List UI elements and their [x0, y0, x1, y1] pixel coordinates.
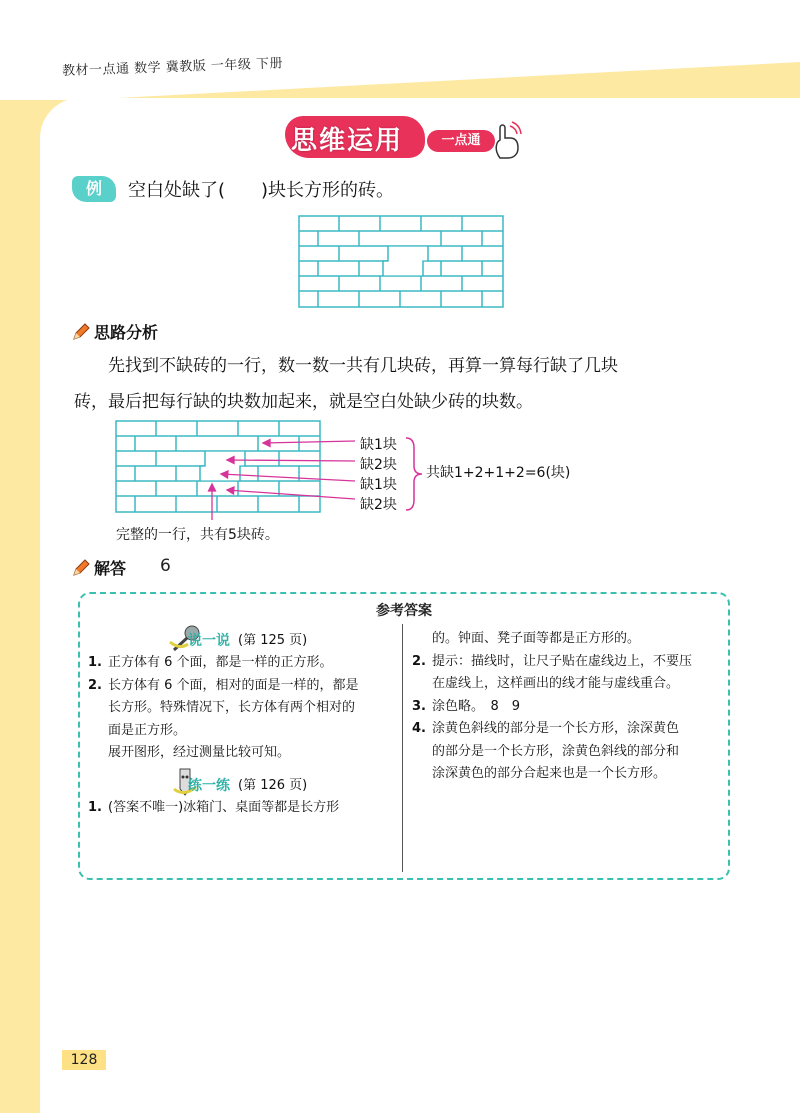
answer-value: 6 — [160, 556, 171, 576]
pencil-icon — [72, 323, 90, 341]
pointing-hand-icon — [490, 120, 524, 160]
item-number: 1. — [88, 655, 102, 670]
item-number: 4. — [412, 721, 426, 736]
column-divider — [402, 624, 403, 872]
answer-item — [412, 651, 722, 696]
item-line: 面是正方形。 — [108, 722, 187, 738]
subhead-practice — [88, 769, 398, 797]
analysis-heading-text: 思路分析 — [94, 323, 159, 342]
subhead-practice-page: (第 126 页) — [238, 777, 308, 793]
missing-label-row3: 缺2块 — [360, 457, 397, 473]
analysis-line-1: 先找到不缺砖的一行，数一数一共有几块砖，再算一算每行缺了几块 — [108, 356, 618, 376]
answer-heading — [72, 556, 126, 579]
answer-item — [88, 797, 398, 820]
left-column — [88, 624, 398, 819]
item-line: 长方体有 6 个面，相对的面是一样的，都是 — [108, 677, 359, 693]
reference-title: 参考答案 — [376, 603, 432, 619]
item-number: 2. — [88, 677, 102, 693]
item-line: 展开图形，经过测量比较可知。 — [108, 745, 291, 760]
continuation-text: 的。钟面、凳子面等都是正方形的。 — [432, 631, 641, 646]
answer-item — [412, 718, 722, 786]
missing-label-row2: 缺1块 — [360, 437, 397, 453]
answer-item — [88, 675, 398, 765]
analysis-heading — [72, 320, 158, 343]
right-brace — [404, 436, 424, 512]
left-items-2 — [88, 797, 398, 820]
example-badge: 例 — [72, 176, 116, 202]
item-line: 的部分是一个长方形，涂黄色斜线的部分和 — [432, 743, 680, 759]
right-column — [412, 628, 722, 786]
item-number: 3. — [412, 698, 426, 714]
subhead-practice-title: 练一练 — [188, 777, 230, 794]
analysis-line-2: 砖，最后把每行缺的块数加起来，就是空白处缺少砖的块数。 — [74, 392, 533, 412]
item-number: 1. — [88, 799, 102, 815]
subhead-speak — [88, 624, 398, 652]
item-number: 2. — [412, 653, 426, 669]
missing-label-row4: 缺1块 — [360, 477, 397, 493]
reference-answers — [78, 592, 730, 880]
left-items-1 — [88, 652, 398, 765]
answer-item — [412, 696, 722, 719]
item-line: 提示：描线时，让尺子贴在虚线边上，不要压 — [432, 653, 693, 669]
item-line: 涂深黄色的部分合起来也是一个长方形。 — [432, 766, 667, 781]
subhead-speak-title: 说一说 — [188, 633, 230, 649]
page-number: 128 — [62, 1050, 106, 1070]
title-main: 思维运用 — [291, 126, 404, 156]
item-line: 涂黄色斜线的部分是一个长方形，涂深黄色 — [432, 721, 680, 736]
missing-label-row5: 缺2块 — [360, 497, 397, 513]
full-row-caption: 完整的一行，共有5块砖。 — [116, 527, 279, 543]
example-question: 空白处缺了( )块长方形的砖。 — [128, 180, 395, 201]
item-line: 长方形。特殊情况下，长方体有两个相对的 — [108, 700, 356, 715]
item-line: 在虚线上，这样画出的线才能与虚线重合。 — [432, 676, 680, 691]
continuation-line — [412, 628, 722, 651]
section-title — [285, 116, 525, 164]
answer-item — [88, 652, 398, 675]
item-line: 涂色略。 8 9 — [432, 698, 521, 714]
item-line: (答案不唯一)冰箱门、桌面等都是长方形 — [108, 799, 340, 815]
subhead-speak-page: (第 125 页) — [238, 633, 308, 648]
total-missing: 共缺1+2+1+2=6(块) — [426, 465, 571, 481]
answer-heading-text: 解答 — [94, 559, 127, 578]
pencil-icon — [72, 559, 90, 577]
brick-wall-figure — [298, 215, 504, 309]
title-sub: 一点通 — [427, 130, 495, 152]
right-items — [412, 651, 722, 786]
item-line: 正方体有 6 个面，都是一样的正方形。 — [108, 655, 333, 670]
running-header: 教材一点通 数学 冀教版 一年级 下册 — [61, 56, 284, 79]
